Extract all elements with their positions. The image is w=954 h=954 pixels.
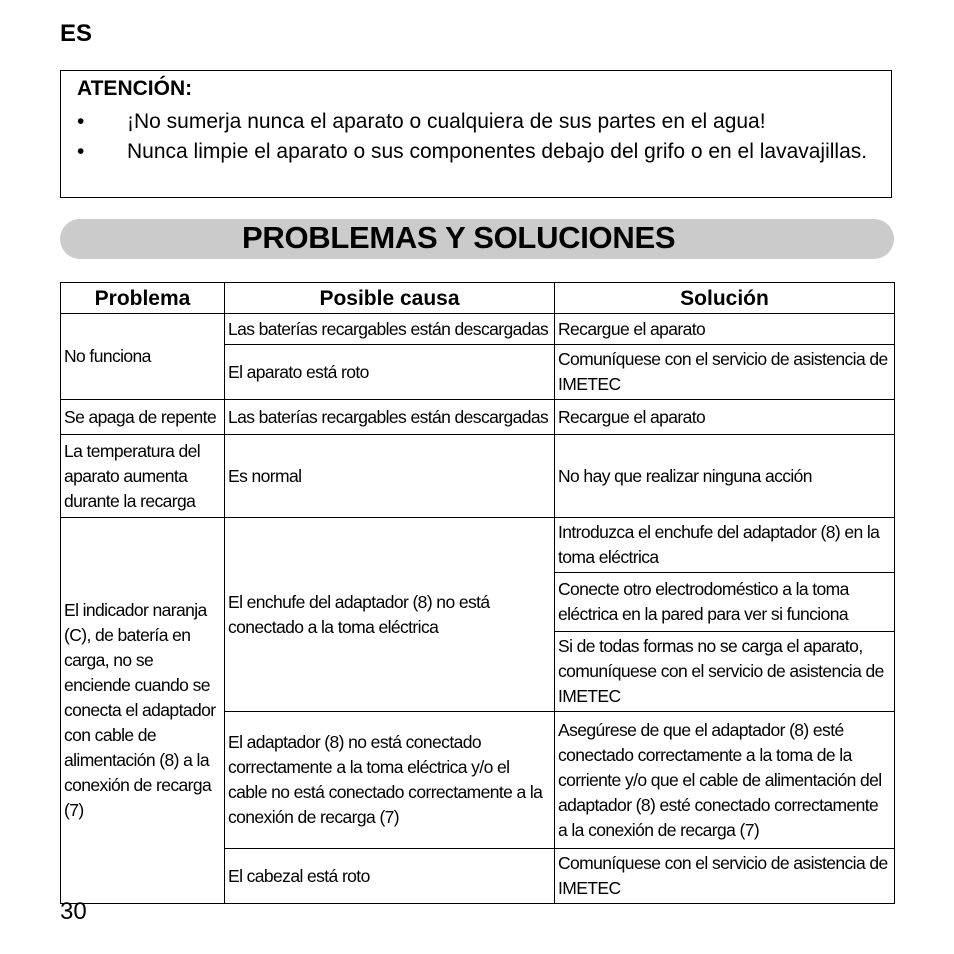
solution-cell: Si de todas formas no se carga el aparato, comuníquese con el servicio de asistencia de IMETEC bbox=[555, 632, 895, 712]
solution-cell: Asegúrese de que el adaptador (8) esté conectado correctamente a la toma de la corriente y/o que el cable de alimentación del adaptador (8) esté conectado correctamente a la conexión de recarga (7) bbox=[555, 712, 895, 849]
cause-cell: El enchufe del adaptador (8) no está conectado a la toma eléctrica bbox=[225, 518, 555, 712]
attention-title: ATENCIÓN: bbox=[77, 77, 193, 100]
table-row bbox=[61, 314, 895, 345]
solution-cell: No hay que realizar ninguna acción bbox=[555, 435, 895, 518]
cause-cell: Las baterías recargables están descargadas bbox=[225, 400, 555, 435]
attention-bullet-text: ¡No sumerja nunca el aparato o cualquiera de sus partes en el agua! bbox=[127, 110, 766, 133]
table-row bbox=[61, 435, 895, 518]
cause-cell: Las baterías recargables están descargadas bbox=[225, 314, 555, 345]
problem-cell: Se apaga de repente bbox=[61, 400, 225, 435]
problem-cell: La temperatura del aparato aumenta durante la recarga bbox=[61, 435, 225, 518]
column-header-problem: Problema bbox=[61, 283, 225, 314]
section-banner bbox=[60, 219, 894, 259]
column-header-solution: Solución bbox=[555, 283, 895, 314]
cause-cell: El aparato está roto bbox=[225, 345, 555, 400]
table-row bbox=[61, 518, 895, 573]
cause-cell: Es normal bbox=[225, 435, 555, 518]
section-title: PROBLEMAS Y SOLUCIONES bbox=[242, 220, 676, 255]
troubleshooting-table bbox=[60, 282, 895, 904]
attention-box bbox=[60, 70, 892, 198]
solution-cell: Recargue el aparato bbox=[555, 314, 895, 345]
table-row bbox=[61, 400, 895, 435]
solution-cell: Recargue el aparato bbox=[555, 400, 895, 435]
problem-cell: El indicador naranja (C), de batería en carga, no se enciende cuando se conecta el adaptador con cable de alimentación (8) a la conexión de recarga (7) bbox=[61, 518, 225, 904]
cause-cell: El adaptador (8) no está conectado correctamente a la toma eléctrica y/o el cable no está conectado correctamente a la conexión de recarga (7) bbox=[225, 712, 555, 849]
column-header-cause: Posible causa bbox=[225, 283, 555, 314]
solution-cell: Comuníquese con el servicio de asistencia de IMETEC bbox=[555, 849, 895, 904]
bullet-dot-icon: • bbox=[77, 140, 85, 163]
problem-cell: No funciona bbox=[61, 314, 225, 400]
page-number: 30 bbox=[60, 898, 87, 925]
cause-cell: El cabezal está roto bbox=[225, 849, 555, 904]
solution-cell: Conecte otro electrodoméstico a la toma eléctrica en la pared para ver si funciona bbox=[555, 573, 895, 632]
solution-cell: Introduzca el enchufe del adaptador (8) en la toma eléctrica bbox=[555, 518, 895, 573]
attention-bullet-text: Nunca limpie el aparato o sus componentes debajo del grifo o en el lavavajillas. bbox=[127, 140, 868, 163]
table-header-row bbox=[61, 283, 895, 314]
solution-cell: Comuníquese con el servicio de asistencia de IMETEC bbox=[555, 345, 895, 400]
bullet-dot-icon: • bbox=[77, 110, 85, 133]
language-code: ES bbox=[60, 20, 93, 47]
